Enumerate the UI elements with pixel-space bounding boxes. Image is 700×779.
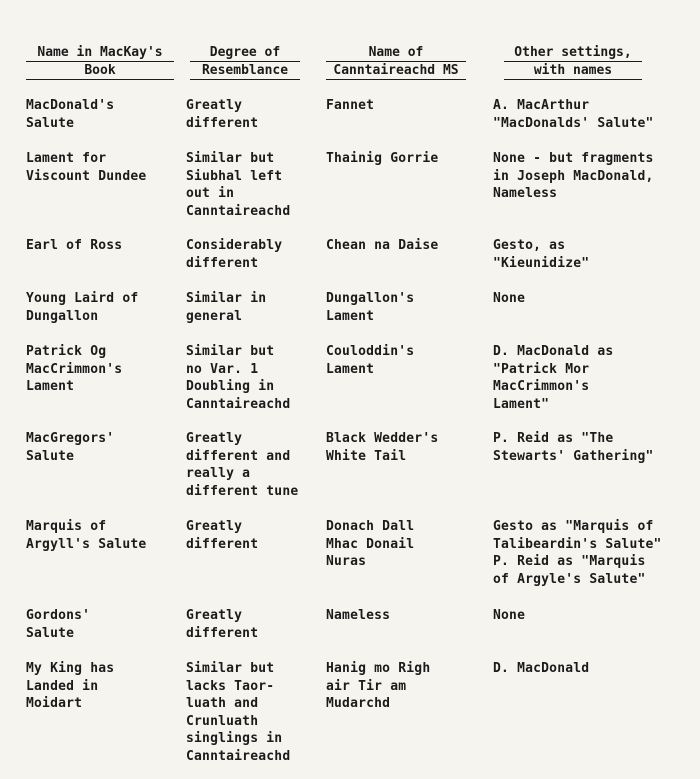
resemblance-cell: Greatly different — [186, 519, 259, 552]
resemblance-cell: Considerably different — [186, 238, 283, 271]
canntaireachd-name-cell: Fannet — [326, 98, 375, 113]
mackay-name-cell: Marquis of Argyll's Salute — [26, 519, 147, 552]
header-line1: Name in MacKay's — [26, 44, 174, 62]
mackay-name-cell: Young Laird of Dungallon — [26, 291, 139, 324]
resemblance-cell: Similar but no Var. 1 Doubling in Canntaireachd — [186, 344, 291, 412]
header-line1: Degree of — [190, 44, 300, 62]
resemblance-cell: Greatly different — [186, 98, 259, 131]
other-settings-cell: A. MacArthur "MacDonalds' Salute" — [493, 98, 654, 131]
mackay-name-cell: Gordons' Salute — [26, 608, 91, 641]
canntaireachd-name-cell: Hanig mo Righ air Tir am Mudarchd — [326, 661, 431, 711]
canntaireachd-name-cell: Chean na Daise — [326, 238, 439, 253]
canntaireachd-name-cell: Nameless — [326, 608, 391, 623]
header-line2: Resemblance — [190, 62, 300, 80]
canntaireachd-name-cell: Dungallon's Lament — [326, 291, 415, 324]
header-degree-of-resemblance — [190, 44, 300, 80]
other-settings-cell: Gesto, as "Kieunidize" — [493, 238, 590, 271]
other-settings-cell: D. MacDonald as "Patrick Mor MacCrimmon's Lament" — [493, 344, 614, 412]
canntaireachd-name-cell: Donach Dall Mhac Donail Nuras — [326, 519, 415, 569]
canntaireachd-name-cell: Couloddin's Lament — [326, 344, 415, 377]
mackay-name-cell: Earl of Ross — [26, 238, 123, 253]
resemblance-cell: Greatly different and really a different tune — [186, 431, 299, 499]
mackay-name-cell: Lament for Viscount Dundee — [26, 151, 147, 184]
mackay-name-cell: Patrick Og MacCrimmon's Lament — [26, 344, 123, 394]
resemblance-cell: Greatly different — [186, 608, 259, 641]
header-mackay-name — [26, 44, 174, 80]
canntaireachd-name-cell: Thainig Gorrie — [326, 151, 439, 166]
mackay-name-cell: MacDonald's Salute — [26, 98, 115, 131]
other-settings-cell: P. Reid as "The Stewarts' Gathering" — [493, 431, 654, 464]
canntaireachd-name-cell: Black Wedder's White Tail — [326, 431, 439, 464]
mackay-name-cell: My King has Landed in Moidart — [26, 661, 115, 711]
header-line2: with names — [504, 62, 642, 80]
other-settings-cell: None — [493, 291, 526, 306]
other-settings-cell: Gesto as "Marquis of Talibeardin's Salute" P. Reid as "Marquis of Argyle's Salute" — [493, 519, 662, 587]
mackay-name-cell: MacGregors' Salute — [26, 431, 115, 464]
other-settings-cell: D. MacDonald — [493, 661, 590, 676]
resemblance-cell: Similar but lacks Taor- luath and Crunluath singlings in Canntaireachd — [186, 661, 291, 764]
header-other-settings — [504, 44, 642, 80]
resemblance-cell: Similar but Siubhal left out in Canntaireachd — [186, 151, 291, 219]
header-line2: Canntaireachd MS — [326, 62, 466, 80]
header-line2: Book — [26, 62, 174, 80]
resemblance-cell: Similar in general — [186, 291, 267, 324]
other-settings-cell: None — [493, 608, 526, 623]
header-line1: Other settings, — [504, 44, 642, 62]
other-settings-cell: None - but fragments in Joseph MacDonald, Nameless — [493, 151, 654, 201]
header-line1: Name of — [326, 44, 466, 62]
header-canntaireachd-name — [326, 44, 466, 80]
